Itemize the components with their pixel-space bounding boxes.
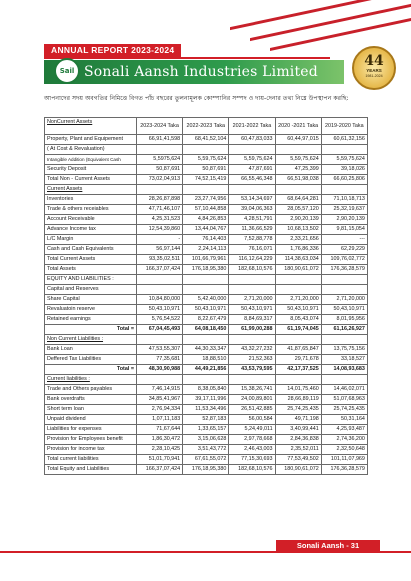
value-cell: 2,71,20,000	[321, 295, 367, 305]
badge-years: 1981-2024	[365, 74, 383, 78]
value-cell: 68,41,52,104	[183, 135, 229, 145]
report-title: ANNUAL REPORT 2023-2024	[44, 44, 181, 57]
table-row	[45, 295, 368, 305]
badge-label: YEARS	[366, 68, 382, 73]
value-cell: 2,71,20,000	[229, 295, 275, 305]
value-cell: 25,74,25,435	[275, 405, 321, 415]
value-cell: 3,15,06,628	[183, 435, 229, 445]
table-row	[45, 205, 368, 215]
value-cell: 11,36,66,529	[229, 225, 275, 235]
value-cell: 4,25,93,487	[321, 425, 367, 435]
row-label: Total Equity and Liabilities	[45, 465, 137, 475]
value-cell: 1,33,65,157	[183, 425, 229, 435]
value-cell: 7,52,88,778	[229, 235, 275, 245]
report-title-rule	[44, 57, 330, 59]
value-cell: 73,02,04,913	[137, 175, 183, 185]
value-cell: 166,37,07,424	[137, 465, 183, 475]
value-cell: 23,27,74,956	[183, 195, 229, 205]
value-cell	[275, 285, 321, 295]
table-row	[45, 235, 368, 245]
table-row	[45, 425, 368, 435]
value-cell: 76,14,403	[183, 235, 229, 245]
value-cell: 2,84,36,838	[275, 435, 321, 445]
value-cell	[137, 375, 183, 385]
value-cell: 1,86,30,472	[137, 435, 183, 445]
value-cell: 5,24,49,011	[229, 425, 275, 435]
value-cell: 39,04,06,363	[229, 205, 275, 215]
value-cell: 50,31,164	[321, 415, 367, 425]
row-label: Current Assets	[45, 185, 137, 195]
row-label: Account Receivable	[45, 215, 137, 225]
value-cell: 8,38,05,840	[183, 385, 229, 395]
value-cell: 39,18,026	[321, 165, 367, 175]
value-cell: 52,87,183	[183, 415, 229, 425]
value-cell: 5,59,75,624	[275, 155, 321, 165]
column-header: 2023-2024 Taka	[137, 118, 183, 135]
anniversary-badge-icon	[352, 46, 396, 90]
value-cell: 56,00,584	[229, 415, 275, 425]
table-row	[45, 335, 368, 345]
value-cell: 47,53,55,307	[137, 345, 183, 355]
value-cell: 39,17,11,996	[183, 395, 229, 405]
table-row	[45, 195, 368, 205]
table-row	[45, 285, 368, 295]
value-cell: 28,66,89,119	[275, 395, 321, 405]
value-cell: 176,36,28,579	[321, 465, 367, 475]
row-label: Property, Plant and Equipement	[45, 135, 137, 145]
value-cell: 182,68,10,576	[229, 265, 275, 275]
value-cell	[137, 185, 183, 195]
value-cell: 93,35,02,511	[137, 255, 183, 265]
value-cell: 64,08,18,450	[183, 325, 229, 335]
value-cell: 29,71,678	[275, 355, 321, 365]
value-cell: 8,84,69,317	[229, 315, 275, 325]
column-header: 2020 -2021 Taka	[275, 118, 321, 135]
value-cell	[183, 275, 229, 285]
value-cell: 33,18,527	[321, 355, 367, 365]
value-cell: 3,51,43,772	[183, 445, 229, 455]
value-cell: 61,16,26,927	[321, 325, 367, 335]
value-cell: 14,01,75,460	[275, 385, 321, 395]
value-cell: 47,71,46,107	[137, 205, 183, 215]
row-label: Unpaid dividend	[45, 415, 137, 425]
value-cell	[321, 185, 367, 195]
value-cell: 1,07,11,183	[137, 415, 183, 425]
row-label: ( At Cost & Revaluation)	[45, 145, 137, 155]
footer-rule	[0, 551, 411, 553]
row-label: Deffered Tax Liabilities	[45, 355, 137, 365]
value-cell: 13,44,04,767	[183, 225, 229, 235]
value-cell: 2,74,36,200	[321, 435, 367, 445]
value-cell: 25,32,19,637	[321, 205, 367, 215]
value-cell: 2,28,10,425	[137, 445, 183, 455]
value-cell: 50,43,10,971	[275, 305, 321, 315]
value-cell: 4,28,51,791	[229, 215, 275, 225]
value-cell: 50,87,691	[183, 165, 229, 175]
row-label: Inventories	[45, 195, 137, 205]
value-cell	[275, 185, 321, 195]
page-number: Sonali Aansh - 31	[276, 540, 380, 552]
value-cell: 2,24,14,113	[183, 245, 229, 255]
value-cell	[183, 185, 229, 195]
table-row	[45, 305, 368, 315]
row-label: Total Non - Current Assets	[45, 175, 137, 185]
value-cell: 176,18,95,380	[183, 465, 229, 475]
table-header-row	[45, 118, 368, 135]
value-cell: 68,64,64,281	[275, 195, 321, 205]
row-label: Total =	[45, 325, 137, 335]
table-row	[45, 455, 368, 465]
value-cell: 176,18,95,380	[183, 265, 229, 275]
value-cell: 5,76,54,522	[137, 315, 183, 325]
table-row	[45, 245, 368, 255]
value-cell: 3,40,99,441	[275, 425, 321, 435]
row-label: Current liabilities :	[45, 375, 137, 385]
value-cell	[321, 375, 367, 385]
value-cell	[137, 145, 183, 155]
value-cell: 47,87,691	[229, 165, 275, 175]
row-label: Bank overdrafts	[45, 395, 137, 405]
row-label: Share Capital	[45, 295, 137, 305]
value-cell	[137, 285, 183, 295]
value-cell: 166,37,07,424	[137, 265, 183, 275]
value-cell: 15,38,26,741	[229, 385, 275, 395]
value-cell: 77,15,30,693	[229, 455, 275, 465]
value-cell: 109,76,02,772	[321, 255, 367, 265]
value-cell: 2,33,21,656	[275, 235, 321, 245]
table-row	[45, 185, 368, 195]
row-label: Total Current Assets	[45, 255, 137, 265]
value-cell: 9,81,15,054	[321, 225, 367, 235]
value-cell: 61,19,74,045	[275, 325, 321, 335]
value-cell	[183, 285, 229, 295]
value-cell: 76,16,071	[229, 245, 275, 255]
value-cell: 62,29,229	[321, 245, 367, 255]
value-cell: 28,05,57,120	[275, 205, 321, 215]
value-cell: 34,85,41,967	[137, 395, 183, 405]
row-label: Intangible Addition (Equivalent Cash	[45, 155, 137, 165]
value-cell: 114,38,63,034	[275, 255, 321, 265]
table-row	[45, 275, 368, 285]
value-cell	[275, 375, 321, 385]
value-cell: 7,46,14,915	[137, 385, 183, 395]
value-cell: 74,52,15,419	[183, 175, 229, 185]
value-cell: 25,74,25,435	[321, 405, 367, 415]
value-cell: 14,08,93,683	[321, 365, 367, 375]
value-cell	[275, 145, 321, 155]
value-cell: 5,42,40,000	[183, 295, 229, 305]
value-cell: 50,43,10,971	[321, 305, 367, 315]
table-row	[45, 385, 368, 395]
value-cell: 42,17,37,525	[275, 365, 321, 375]
company-name: Sonali Aansh Industries Limited	[84, 64, 318, 80]
value-cell: 180,90,61,072	[275, 465, 321, 475]
value-cell: 71,67,644	[137, 425, 183, 435]
badge-number: 44	[364, 53, 384, 69]
value-cell: 4,84,26,853	[183, 215, 229, 225]
value-cell: 116,12,64,229	[229, 255, 275, 265]
value-cell: 21,52,363	[229, 355, 275, 365]
value-cell: 1,76,86,336	[275, 245, 321, 255]
table-row	[45, 145, 368, 155]
row-label: Total current liabilities	[45, 455, 137, 465]
table-row	[45, 325, 368, 335]
value-cell: 51,01,70,941	[137, 455, 183, 465]
table-row	[45, 155, 368, 165]
value-cell: 176,36,28,579	[321, 265, 367, 275]
table-row	[45, 255, 368, 265]
value-cell: 2,90,20,139	[275, 215, 321, 225]
value-cell: 66,51,98,038	[275, 175, 321, 185]
column-header: 2021-2022 Taka	[229, 118, 275, 135]
value-cell: 50,43,10,971	[229, 305, 275, 315]
intro-text: আপনাদের সদয় অবগতির নিমিত্তে বিগত পাঁচ বছরের তুলনামূলক কোম্পানির সম্পদ ও দায়-দেনার তথ্য নিম্নে উপস্থাপন করছি:	[44, 95, 349, 102]
value-cell	[321, 145, 367, 155]
row-label: Provision for income tax	[45, 445, 137, 455]
value-cell: 66,91,41,598	[137, 135, 183, 145]
row-label: Revaluatoin reserve	[45, 305, 137, 315]
value-cell: 5,59,75,624	[321, 155, 367, 165]
value-cell: 66,55,46,348	[229, 175, 275, 185]
value-cell	[229, 145, 275, 155]
value-cell	[229, 185, 275, 195]
row-label: Short term loan	[45, 405, 137, 415]
value-cell	[229, 335, 275, 345]
table-row	[45, 435, 368, 445]
value-cell: 14,46,02,071	[321, 385, 367, 395]
company-logo-icon: Sail	[54, 58, 80, 84]
table-row	[45, 345, 368, 355]
row-label: Non Current Liabilities :	[45, 335, 137, 345]
value-cell: 11,53,34,496	[183, 405, 229, 415]
value-cell: 24,00,89,801	[229, 395, 275, 405]
value-cell: ---	[321, 235, 367, 245]
value-cell: 28,26,87,898	[137, 195, 183, 205]
table-row	[45, 215, 368, 225]
value-cell: 2,46,43,003	[229, 445, 275, 455]
value-cell	[229, 275, 275, 285]
value-cell: 77,35,681	[137, 355, 183, 365]
value-cell: 8,22,67,479	[183, 315, 229, 325]
value-cell: 2,71,20,000	[275, 295, 321, 305]
value-cell	[275, 335, 321, 345]
row-label: Retained earnings	[45, 315, 137, 325]
value-cell: 10,84,80,000	[137, 295, 183, 305]
table-row	[45, 135, 368, 145]
value-cell: 13,75,75,156	[321, 345, 367, 355]
row-label: Trade & others receiables	[45, 205, 137, 215]
value-cell: 49,71,198	[275, 415, 321, 425]
value-cell: 2,35,52,011	[275, 445, 321, 455]
value-cell: 66,60,25,806	[321, 175, 367, 185]
value-cell: 60,47,83,033	[229, 135, 275, 145]
row-label: L/C Margin	[45, 235, 137, 245]
value-cell	[275, 275, 321, 285]
value-cell: 101,11,07,969	[321, 455, 367, 465]
value-cell: 56,97,144	[137, 245, 183, 255]
table-row	[45, 355, 368, 365]
row-label: Total Assets	[45, 265, 137, 275]
value-cell: 71,10,18,713	[321, 195, 367, 205]
value-cell: 60,61,32,156	[321, 135, 367, 145]
value-cell: 18,88,510	[183, 355, 229, 365]
value-cell: 53,14,34,697	[229, 195, 275, 205]
value-cell: 47,25,399	[275, 165, 321, 175]
table-row	[45, 315, 368, 325]
table-row	[45, 445, 368, 455]
value-cell: 12,54,39,860	[137, 225, 183, 235]
value-cell: 2,32,50,648	[321, 445, 367, 455]
value-cell: -	[137, 235, 183, 245]
value-cell: 43,53,79,595	[229, 365, 275, 375]
value-cell: 50,87,691	[137, 165, 183, 175]
financial-comparison-table	[44, 117, 368, 475]
value-cell: 57,10,44,858	[183, 205, 229, 215]
value-cell	[321, 285, 367, 295]
value-cell	[229, 285, 275, 295]
table-row	[45, 465, 368, 475]
table-row	[45, 265, 368, 275]
value-cell: 2,97,78,668	[229, 435, 275, 445]
value-cell: 67,04,45,493	[137, 325, 183, 335]
row-label: EQUITY AND LIABILITIES :	[45, 275, 137, 285]
table-row	[45, 365, 368, 375]
value-cell: 41,87,65,847	[275, 345, 321, 355]
value-cell	[137, 275, 183, 285]
value-cell	[321, 275, 367, 285]
value-cell	[229, 375, 275, 385]
value-cell: 182,68,10,576	[229, 465, 275, 475]
row-label: Capital and Reserves	[45, 285, 137, 295]
value-cell: 2,76,94,334	[137, 405, 183, 415]
value-cell: 50,43,10,971	[183, 305, 229, 315]
table-row	[45, 415, 368, 425]
value-cell: 5,5975,624	[137, 155, 183, 165]
value-cell: 44,30,33,347	[183, 345, 229, 355]
value-cell: 60,44,97,015	[275, 135, 321, 145]
table-row	[45, 175, 368, 185]
value-cell: 77,53,49,502	[275, 455, 321, 465]
column-header: 2022-2023 Taka	[183, 118, 229, 135]
value-cell: 44,49,21,856	[183, 365, 229, 375]
value-cell: 4,25,31,523	[137, 215, 183, 225]
row-label: Cash and Cash Equivalents	[45, 245, 137, 255]
value-cell: 180,90,61,072	[275, 265, 321, 275]
value-cell: 8,05,43,074	[275, 315, 321, 325]
value-cell: 48,30,90,988	[137, 365, 183, 375]
value-cell	[321, 335, 367, 345]
value-cell: 10,68,13,502	[275, 225, 321, 235]
table-row	[45, 225, 368, 235]
row-label: Advance Income tax	[45, 225, 137, 235]
value-cell	[183, 145, 229, 155]
table-row	[45, 405, 368, 415]
table-body	[45, 135, 368, 475]
row-label: Total =	[45, 365, 137, 375]
value-cell: 5,59,75,624	[229, 155, 275, 165]
value-cell	[137, 335, 183, 345]
value-cell: 101,66,79,961	[183, 255, 229, 265]
value-cell: 43,32,27,232	[229, 345, 275, 355]
value-cell: 51,07,68,963	[321, 395, 367, 405]
value-cell	[183, 375, 229, 385]
value-cell: 2,90,20,139	[321, 215, 367, 225]
value-cell: 61,99,00,288	[229, 325, 275, 335]
value-cell: 67,61,55,072	[183, 455, 229, 465]
value-cell	[183, 335, 229, 345]
table-row	[45, 375, 368, 385]
value-cell: 8,01,95,956	[321, 315, 367, 325]
value-cell: 5,59,75,624	[183, 155, 229, 165]
table-row	[45, 165, 368, 175]
row-label: Liabilities for expenses	[45, 425, 137, 435]
row-label: Provision for Employees benefit	[45, 435, 137, 445]
row-label: Security Deposit	[45, 165, 137, 175]
row-label: Trade and Others payables	[45, 385, 137, 395]
table-row	[45, 395, 368, 405]
value-cell: 26,51,42,885	[229, 405, 275, 415]
value-cell: 50,43,10,971	[137, 305, 183, 315]
column-header: 2019-2020 Taka	[321, 118, 367, 135]
row-label: Bank Loan	[45, 345, 137, 355]
column-header: NonCurrent Assets	[45, 118, 137, 135]
